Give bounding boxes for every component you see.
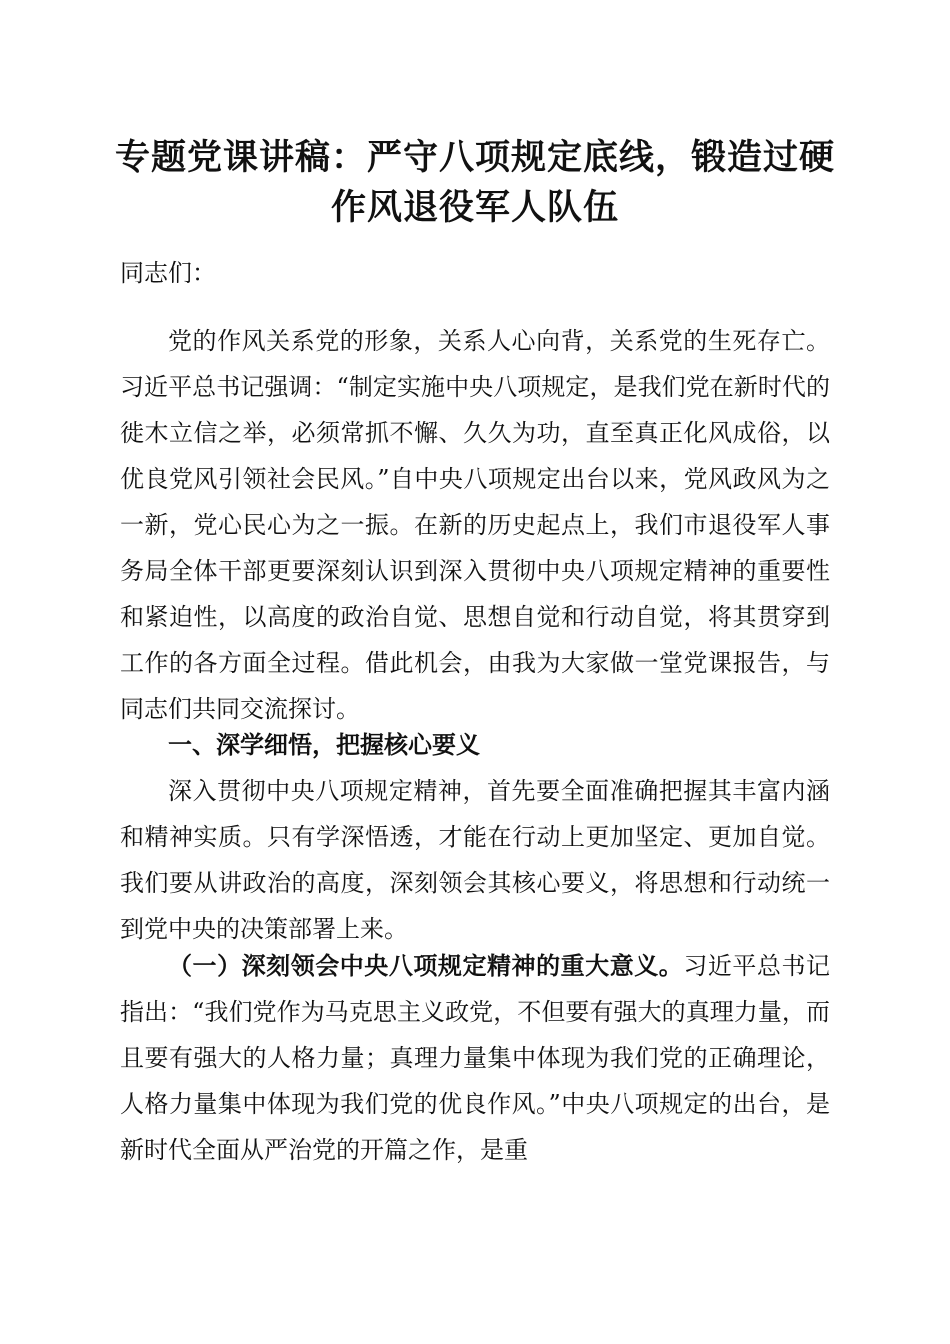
paragraph-intro-text: 党的作风关系党的形象，关系人心向背，关系党的生死存亡。习近平总书记强调：“制定实施中央八项规定，是我们党在新时代的徙木立信之举，必须常抓不懈、久久为功，直至真正化风成俗，以优良党风引领社会民风。”自中央八项规定出台以来，党风政风为之一新，党心民心为之一振。在新的历史起点上，我们市退役军人事务局全体干部更要深刻认识到深入贯彻中央八项规定精神的重要性和紧迫性，以高度的政治自觉、思想自觉和行动自觉，将其贯穿到工作的各方面全过程。借此机会，由我为大家做一堂党课报告，与同志们共同交流探讨。 xyxy=(120,327,830,723)
subsection-1-body: 习近平总书记指出：“我们党作为马克思主义政党，不但要有强大的真理力量，而且要有强大的人格力量；真理力量集中体现为我们党的正确理论，人格力量集中体现为我们党的优良作风。”中央八项规定的出台，是新时代全面从严治党的开篇之作，是重 xyxy=(120,952,831,1164)
document-title-line-2: 作风退役军人队伍 xyxy=(330,187,619,228)
paragraph-subsection-1-text xyxy=(120,943,830,1173)
paragraph-subsection-1 xyxy=(120,943,830,1173)
paragraph-section-1-text: 深入贯彻中央八项规定精神，首先要全面准确把握其丰富内涵和精神实质。只有学深悟透，才能在行动上更加坚定、更加自觉。我们要从讲政治的高度，深刻领会其核心要义，将思想和行动统一到党中央的决策部署上来。 xyxy=(120,777,830,943)
salutation: 同志们： xyxy=(120,259,216,287)
paragraph-section-1 xyxy=(120,768,830,952)
subsection-heading-1: （一）深刻领会中央八项规定精神的重大意义。 xyxy=(168,952,684,980)
document-title-line-1: 专题党课讲稿：严守八项规定底线，锻造过硬 xyxy=(114,137,835,178)
paragraph-intro xyxy=(120,318,830,732)
section-heading-1: 一、深学细悟，把握核心要义 xyxy=(168,731,480,759)
